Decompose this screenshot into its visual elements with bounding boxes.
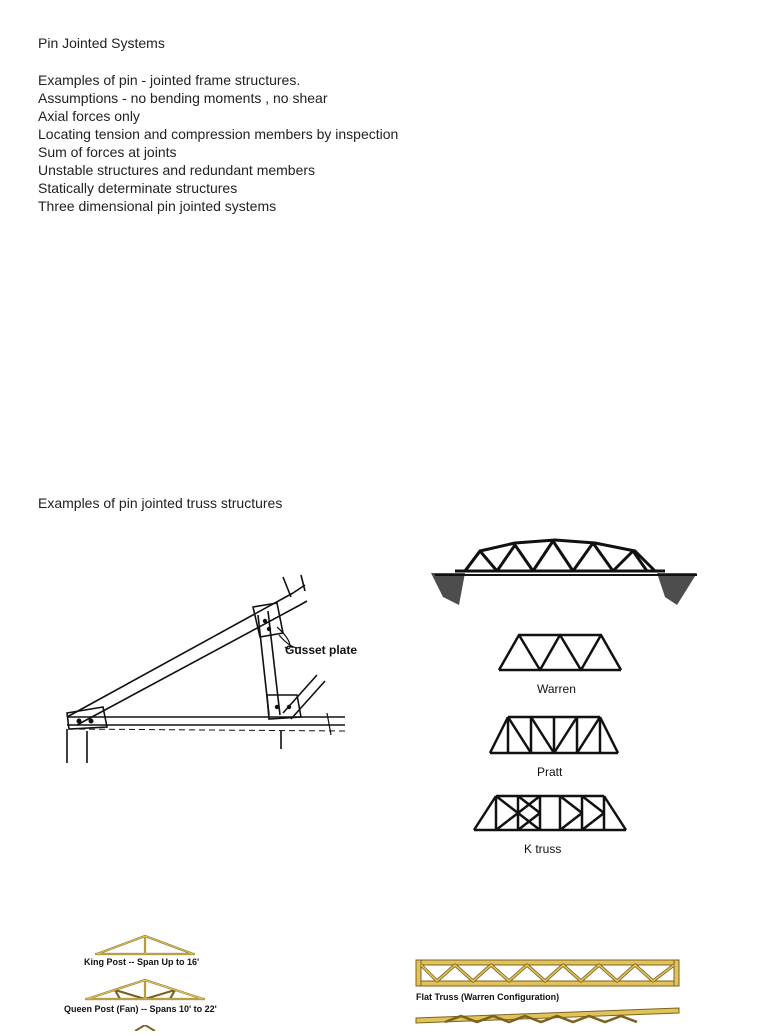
flat-truss-partial-drawing xyxy=(415,1006,680,1024)
section-heading: Examples of pin jointed truss structures xyxy=(38,495,283,511)
bridge-truss-figure xyxy=(425,535,705,610)
intro-item: Three dimensional pin jointed systems xyxy=(38,198,277,214)
gusset-plate-label: Gusset plate xyxy=(285,643,358,657)
king-post-truss-drawing xyxy=(95,933,195,957)
intro-item: Examples of pin - jointed frame structures. xyxy=(38,72,301,88)
flat-truss-caption: Flat Truss (Warren Configuration) xyxy=(416,992,560,1002)
intro-item: Sum of forces at joints xyxy=(38,144,177,160)
k-truss-label: K truss xyxy=(524,842,562,856)
intro-item: Locating tension and compression members by inspection xyxy=(38,126,399,142)
flat-truss-partial-figure xyxy=(415,1006,680,1024)
king-post-caption: King Post -- Span Up to 16' xyxy=(84,957,200,967)
pratt-truss-figure xyxy=(487,713,621,783)
roof-truss-joint-figure xyxy=(55,535,385,770)
king-post-truss-figure xyxy=(95,933,195,957)
warren-truss-drawing xyxy=(495,630,625,675)
pratt-truss-drawing xyxy=(487,713,621,758)
intro-list xyxy=(38,71,398,215)
warren-label: Warren xyxy=(537,682,576,696)
intro-item: Statically determinate structures xyxy=(38,180,238,196)
warren-truss-figure xyxy=(495,630,625,700)
partial-truss-drawing xyxy=(135,1025,155,1031)
intro-item: Unstable structures and redundant members xyxy=(38,162,316,178)
page-title: Pin Jointed Systems xyxy=(38,35,165,51)
queen-post-caption: Queen Post (Fan) -- Spans 10' to 22' xyxy=(64,1004,217,1014)
partial-truss-figure xyxy=(135,1018,155,1024)
k-truss-drawing xyxy=(470,792,630,834)
k-truss-figure xyxy=(470,792,630,862)
pratt-label: Pratt xyxy=(537,765,563,779)
intro-item: Axial forces only xyxy=(38,108,140,124)
intro-item: Assumptions - no bending moments , no shear xyxy=(38,90,328,106)
bridge-truss-drawing xyxy=(425,535,705,610)
flat-truss-figure xyxy=(415,958,680,988)
flat-truss-drawing xyxy=(415,958,680,988)
queen-post-truss-drawing xyxy=(85,978,205,1002)
queen-post-truss-figure xyxy=(85,978,205,1002)
